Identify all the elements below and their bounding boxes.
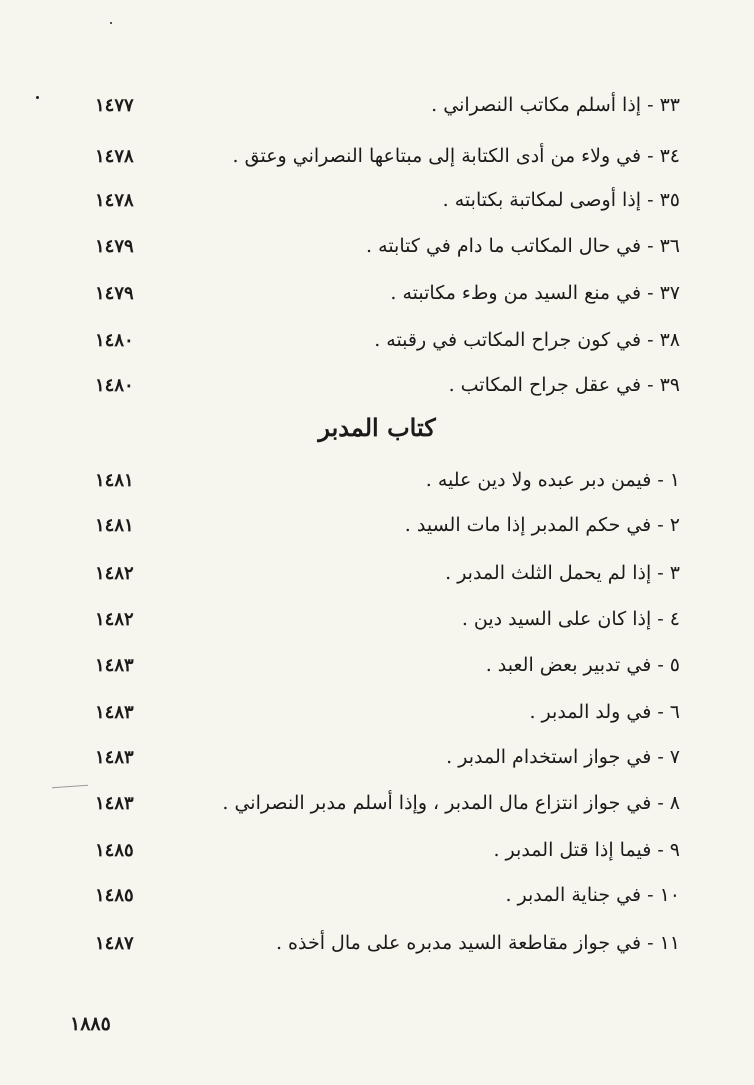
entry-page-number: ١٤٨٧ (95, 932, 134, 954)
toc-entry (95, 650, 680, 680)
toc-entry (95, 558, 680, 588)
entry-title: ٤ - إذا كان على السيد دين . (461, 608, 680, 630)
entry-title: ٧ - في جواز استخدام المدبر . (446, 746, 680, 768)
entry-title: ٣ - إذا لم يحمل الثلث المدبر . (445, 562, 680, 584)
entry-page-number: ١٤٨٥ (95, 884, 134, 906)
entry-page-number: ١٤٧٨ (95, 189, 134, 211)
entry-page-number: ١٤٨٠ (95, 374, 134, 396)
section-heading: كتاب المدبر (318, 413, 436, 442)
entry-title: ٣٩ - في عقل جراح المكاتب . (448, 374, 680, 396)
entry-page-number: ١٤٨٥ (95, 839, 134, 861)
toc-entry (95, 141, 680, 171)
toc-entry (95, 604, 680, 634)
entry-title: ٢ - في حكم المدبر إذا مات السيد . (404, 514, 680, 536)
toc-entry (95, 742, 680, 772)
entry-page-number: ١٤٨١ (95, 469, 134, 491)
ink-speck (110, 22, 112, 24)
entry-page-number: ١٤٨٣ (95, 746, 134, 768)
toc-entry (95, 185, 680, 215)
toc-entry (95, 697, 680, 727)
entry-page-number: ١٤٨١ (95, 514, 134, 536)
entry-page-number: ١٤٧٩ (95, 282, 134, 304)
scan-scratch (52, 785, 88, 789)
entry-page-number: ١٤٧٧ (95, 94, 134, 116)
ink-speck (36, 96, 39, 99)
entry-page-number: ١٤٧٨ (95, 145, 134, 167)
entry-page-number: ١٤٨٣ (95, 792, 134, 814)
entry-title: ٣٥ - إذا أوصى لمكاتبة بكتابته . (442, 189, 680, 211)
entry-page-number: ١٤٨٢ (95, 608, 134, 630)
page-folio: ١٨٨٥ (70, 1013, 111, 1035)
toc-entry (95, 90, 680, 120)
entry-page-number: ١٤٨٢ (95, 562, 134, 584)
entry-title: ٨ - في جواز انتزاع مال المدبر ، وإذا أسلم مدبر النصراني . (222, 792, 680, 814)
entry-title: ١٠ - في جناية المدبر . (505, 884, 680, 906)
toc-entry (95, 510, 680, 540)
toc-entry (95, 370, 680, 400)
entry-page-number: ١٤٧٩ (95, 235, 134, 257)
entry-title: ٣٣ - إذا أسلم مكاتب النصراني . (431, 94, 680, 116)
toc-entry (95, 231, 680, 261)
entry-title: ٣٨ - في كون جراح المكاتب في رقبته . (374, 329, 680, 351)
toc-entry (95, 788, 680, 818)
entry-title: ٣٦ - في حال المكاتب ما دام في كتابته . (366, 235, 680, 257)
entry-title: ٩ - فيما إذا قتل المدبر . (493, 839, 680, 861)
toc-entry (95, 465, 680, 495)
entry-page-number: ١٤٨٣ (95, 654, 134, 676)
entry-title: ٥ - في تدبير بعض العبد . (485, 654, 680, 676)
toc-entry (95, 835, 680, 865)
entry-title: ٦ - في ولد المدبر . (529, 701, 680, 723)
toc-entry (95, 278, 680, 308)
entry-title: ٣٤ - في ولاء من أدى الكتابة إلى مبتاعها النصراني وعتق . (232, 145, 680, 167)
entry-title: ١١ - في جواز مقاطعة السيد مدبره على مال أخذه . (275, 932, 680, 954)
toc-entry (95, 880, 680, 910)
entry-page-number: ١٤٨٣ (95, 701, 134, 723)
entry-title: ١ - فيمن دبر عبده ولا دين عليه . (425, 469, 680, 491)
toc-entry (95, 928, 680, 958)
entry-title: ٣٧ - في منع السيد من وطء مكاتبته . (390, 282, 680, 304)
toc-entry (95, 325, 680, 355)
entry-page-number: ١٤٨٠ (95, 329, 134, 351)
